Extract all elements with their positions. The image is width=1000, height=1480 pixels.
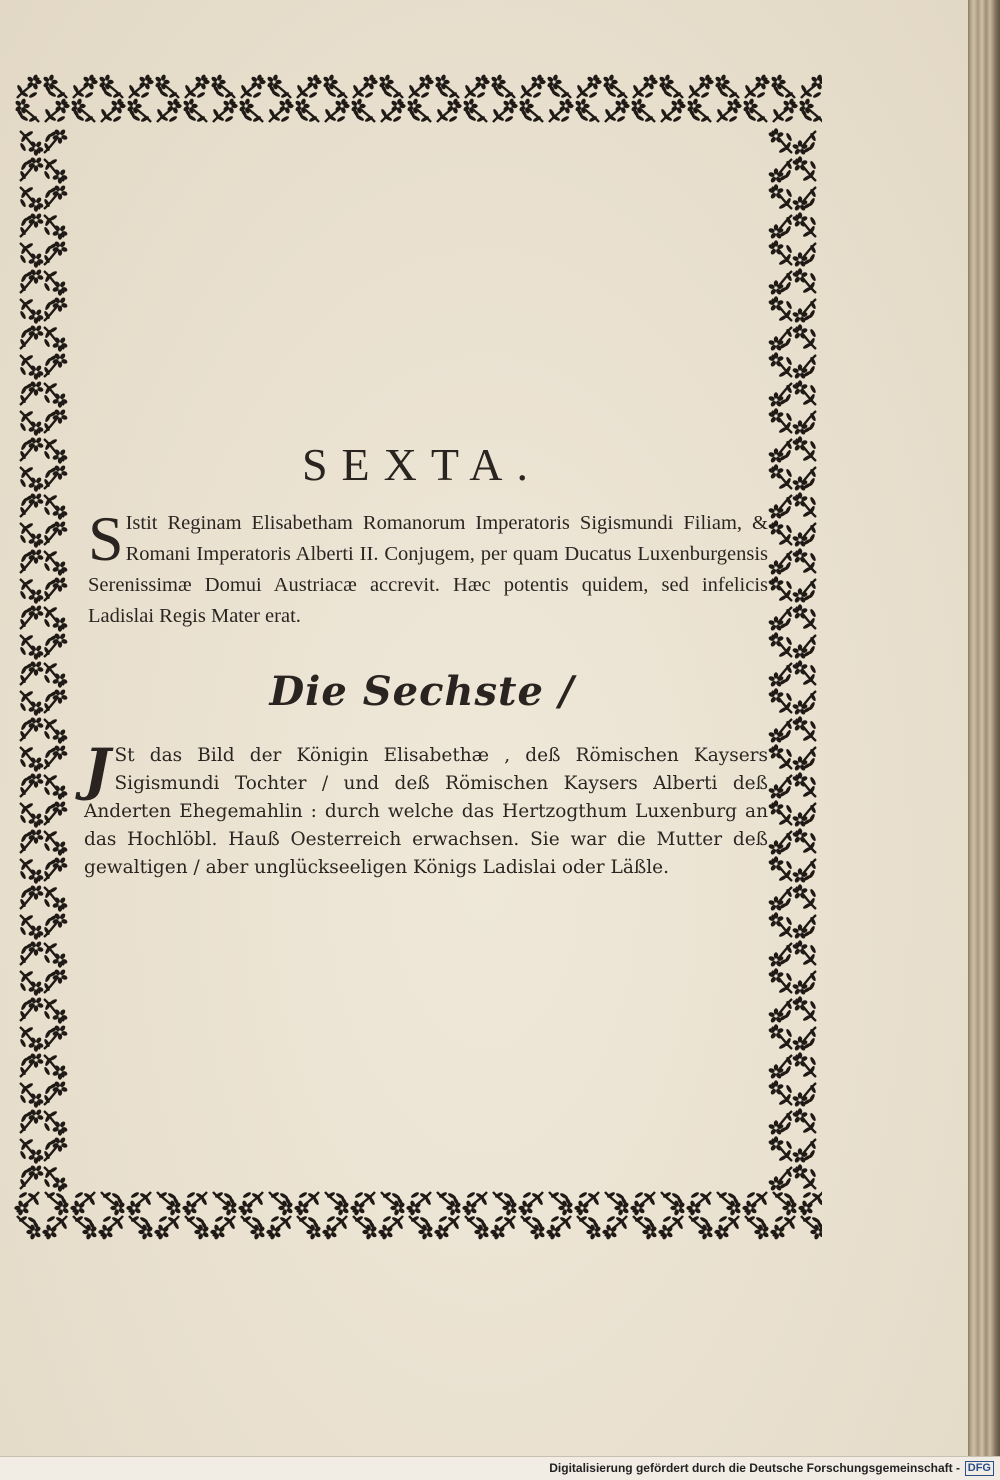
floral-motif: [43, 856, 68, 881]
floral-motif: [381, 1191, 406, 1216]
floral-motif: [792, 131, 817, 156]
floral-motif: [19, 996, 44, 1021]
floral-motif: [43, 830, 68, 856]
floral-motif: [770, 74, 795, 99]
floral-motif: [19, 634, 44, 660]
floral-motif: [658, 1215, 684, 1240]
floral-motif: [19, 130, 44, 156]
floral-motif: [792, 548, 817, 574]
floral-motif: [43, 382, 68, 408]
floral-motif: [294, 1191, 320, 1216]
floral-motif: [792, 467, 817, 492]
floral-motif: [19, 298, 44, 324]
floral-motif: [70, 1191, 96, 1216]
floral-motif: [768, 831, 793, 856]
floral-motif: [43, 942, 68, 968]
floral-motif: [43, 606, 68, 632]
floral-motif: [43, 158, 68, 184]
floral-motif: [604, 98, 630, 123]
floral-motif: [686, 1191, 712, 1216]
floral-motif: [792, 1083, 817, 1108]
floral-motif: [126, 98, 151, 123]
floral-motif: [42, 1215, 68, 1240]
floral-motif: [768, 327, 793, 352]
floral-motif: [792, 1139, 817, 1164]
floral-motif: [352, 74, 378, 99]
floral-motif: [43, 296, 68, 321]
floral-motif: [686, 98, 711, 123]
floral-motif: [792, 156, 817, 182]
floral-motif: [19, 1026, 44, 1052]
floral-motif: [768, 663, 793, 688]
floral-motif: [792, 716, 817, 742]
floral-motif: [768, 943, 793, 968]
floral-motif: [43, 886, 68, 912]
floral-motif: [792, 971, 817, 996]
floral-motif: [576, 74, 602, 99]
floral-motif: [43, 968, 68, 993]
floral-motif: [43, 214, 68, 240]
floral-motif: [210, 1215, 236, 1240]
floral-motif: [19, 492, 44, 517]
floral-motif: [19, 436, 44, 461]
floral-motif: [43, 1110, 68, 1136]
floral-motif: [19, 268, 44, 293]
floral-motif: [548, 98, 574, 123]
floral-motif: [45, 1191, 70, 1216]
floral-motif: [19, 828, 44, 853]
floral-motif: [43, 550, 68, 576]
floral-motif: [212, 98, 238, 123]
floral-motif: [768, 439, 793, 464]
floral-motif: [768, 1024, 793, 1050]
floral-motif: [792, 243, 817, 268]
floral-motif: [768, 800, 793, 826]
floral-motif: [185, 1215, 210, 1240]
floral-motif: [19, 1108, 44, 1133]
floral-motif: [462, 98, 487, 123]
floral-motif: [768, 1111, 793, 1136]
german-heading: Die Sechste /: [269, 668, 575, 715]
latin-dropcap: S: [88, 503, 124, 574]
floral-motif: [297, 1215, 322, 1240]
german-paragraph: [84, 737, 768, 882]
floral-motif: [182, 98, 207, 123]
floral-motif: [768, 383, 793, 408]
floral-motif: [19, 212, 44, 237]
floral-motif: [768, 240, 793, 266]
floral-motif: [792, 492, 817, 518]
floral-motif: [43, 632, 68, 657]
floral-motif: [768, 551, 793, 576]
floral-motif: [19, 1138, 44, 1164]
floral-motif: [19, 410, 44, 436]
floral-motif: [768, 775, 793, 800]
floral-motif: [661, 1191, 686, 1216]
floral-motif: [43, 326, 68, 352]
floral-motif: [768, 1055, 793, 1080]
floral-motif: [714, 1215, 740, 1240]
floral-motif: [182, 1191, 208, 1216]
floral-motif: [129, 1215, 154, 1240]
floral-motif: [792, 884, 817, 910]
book-page-edges: [968, 0, 1000, 1456]
floral-motif: [238, 1191, 264, 1216]
floral-motif: [792, 579, 817, 604]
floral-motif: [792, 268, 817, 294]
floral-motif: [792, 772, 817, 798]
floral-motif: [43, 1136, 68, 1161]
dfg-logo-icon: DFG: [965, 1461, 994, 1476]
floral-motif: [549, 1191, 574, 1216]
floral-motif: [768, 520, 793, 546]
floral-motif: [43, 1080, 68, 1105]
floral-motif: [43, 774, 68, 800]
floral-motif: [406, 98, 431, 123]
floral-motif: [43, 438, 68, 464]
floral-motif: [436, 98, 462, 123]
floral-motif: [19, 186, 44, 212]
floral-motif: [43, 998, 68, 1024]
floral-motif: [294, 98, 319, 123]
floral-motif: [772, 98, 798, 123]
floral-motif: [493, 1191, 518, 1216]
floral-motif: [43, 520, 68, 545]
floral-motif: [154, 1215, 180, 1240]
floral-motif: [43, 800, 68, 825]
floral-motif: [792, 212, 817, 238]
floral-motif: [768, 159, 793, 184]
floral-motif: [792, 940, 817, 966]
floral-motif: [798, 98, 822, 123]
floral-motif: [19, 578, 44, 604]
floral-motif: [43, 184, 68, 209]
footer-bar: [0, 1456, 1000, 1480]
floral-motif: [792, 859, 817, 884]
floral-motif: [792, 691, 817, 716]
floral-motif: [19, 858, 44, 884]
floral-motif: [43, 464, 68, 489]
floral-motif: [73, 1215, 98, 1240]
floral-motif: [768, 296, 793, 322]
floral-motif: [126, 1191, 152, 1216]
floral-motif: [238, 98, 263, 123]
floral-motif: [157, 1191, 182, 1216]
latin-paragraph-text: Istit Reginam Elisabetham Romanorum Imperatoris Sigismundi Filiam, & Romani Imperatoris Alberti II. Conjugem, per quam Ducatus Luxenburgensis Serenissimæ Domui Austriacæ accrevit. Hæc potentis quidem, sed infelicis Ladislai Regis Mater erat.: [88, 512, 768, 627]
floral-motif: [768, 887, 793, 912]
floral-motif: [792, 411, 817, 436]
floral-motif: [14, 1191, 40, 1216]
floral-motif: [19, 324, 44, 349]
floral-motif: [742, 98, 767, 123]
floral-motif: [800, 74, 822, 99]
floral-motif: [322, 74, 347, 99]
floral-motif: [518, 1191, 544, 1216]
floral-motif: [43, 270, 68, 296]
floral-motif: [520, 74, 546, 99]
floral-motif: [792, 604, 817, 630]
floral-motif: [546, 74, 571, 99]
floral-motif: [490, 1215, 516, 1240]
floral-motif: [325, 1191, 350, 1216]
floral-motif: [768, 1136, 793, 1162]
floral-motif: [546, 1215, 572, 1240]
floral-motif: [19, 746, 44, 772]
floral-motif: [768, 968, 793, 994]
floral-motif: [16, 74, 42, 99]
floral-motif: [43, 128, 68, 153]
floral-motif: [574, 1191, 600, 1216]
floral-motif: [632, 74, 658, 99]
floral-motif: [19, 772, 44, 797]
floral-motif: [465, 1215, 490, 1240]
floral-motif: [19, 970, 44, 996]
floral-motif: [101, 1191, 126, 1216]
floral-motif: [602, 1215, 628, 1240]
floral-motif: [744, 74, 770, 99]
floral-motif: [798, 1191, 822, 1216]
floral-motif: [768, 184, 793, 210]
floral-motif: [768, 271, 793, 296]
floral-motif: [605, 1191, 630, 1216]
floral-motif: [574, 98, 599, 123]
floral-motif: [768, 215, 793, 240]
floral-motif: [792, 355, 817, 380]
floral-motif: [70, 98, 95, 123]
floral-motif: [409, 1215, 434, 1240]
floral-motif: [19, 604, 44, 629]
floral-motif: [184, 74, 210, 99]
floral-motif: [19, 548, 44, 573]
floral-motif: [492, 98, 518, 123]
floral-motif: [792, 747, 817, 772]
floral-motif: [43, 662, 68, 688]
floral-motif: [100, 98, 126, 123]
floral-motif: [768, 408, 793, 434]
floral-motif: [98, 1215, 124, 1240]
floral-motif: [658, 74, 683, 99]
floral-motif: [19, 1164, 44, 1189]
german-paragraph-text: St das Bild der Königin Elisabethæ , deß Römischen Kaysers Sigismundi Tochter / und deß Römischen Kaysers Alberti deß Anderten Ehegemahlin : durch welche das Hertzogthum Luxenburg an das Hochlöbl. Hauß Oesterreich erwachsen. Sie war die Mutter deß gewaltigen / aber unglückseeligen Königs Ladislai oder Läßle.: [84, 745, 768, 878]
floral-motif: [19, 802, 44, 828]
floral-motif: [792, 299, 817, 324]
floral-motif: [19, 690, 44, 716]
floral-motif: [792, 324, 817, 350]
floral-motif: [14, 98, 39, 123]
floral-motif: [792, 436, 817, 462]
floral-motif: [717, 1191, 742, 1216]
floral-motif: [322, 1215, 348, 1240]
floral-motif: [156, 98, 182, 123]
floral-motif: [437, 1191, 462, 1216]
floral-motif: [716, 98, 742, 123]
floral-motif: [768, 688, 793, 714]
floral-motif: [768, 495, 793, 520]
floral-motif: [406, 1191, 432, 1216]
latin-paragraph: [88, 503, 768, 632]
floral-motif: [98, 74, 123, 99]
floral-motif: [378, 1215, 404, 1240]
floral-motif: [19, 660, 44, 685]
floral-motif: [350, 98, 375, 123]
floral-motif: [768, 999, 793, 1024]
floral-motif: [462, 1191, 488, 1216]
floral-motif: [19, 1052, 44, 1077]
floral-motif: [630, 1191, 656, 1216]
floral-motif: [43, 1166, 68, 1192]
floral-motif: [518, 98, 543, 123]
floral-motif: [464, 74, 490, 99]
floral-motif: [792, 635, 817, 660]
floral-motif: [43, 352, 68, 377]
floral-motif: [42, 74, 67, 99]
floral-motif: [19, 884, 44, 909]
floral-motif: [43, 744, 68, 769]
floral-motif: [633, 1215, 658, 1240]
latin-heading: SEXTA.: [301, 439, 543, 490]
floral-motif: [660, 98, 686, 123]
floral-motif: [768, 128, 793, 154]
floral-motif: [768, 632, 793, 658]
floral-motif: [266, 1215, 292, 1240]
floral-motif: [378, 74, 403, 99]
german-dropcap: J: [84, 737, 111, 803]
floral-motif: [43, 408, 68, 433]
floral-motif: [353, 1215, 378, 1240]
floral-motif: [269, 1191, 294, 1216]
floral-motif: [19, 156, 44, 181]
floral-motif: [43, 1024, 68, 1049]
floral-motif: [792, 523, 817, 548]
floral-motif: [43, 718, 68, 744]
floral-motif: [490, 74, 515, 99]
floral-motif: [792, 1108, 817, 1134]
floral-motif: [792, 187, 817, 212]
floral-motif: [43, 494, 68, 520]
floral-motif: [773, 1191, 798, 1216]
floral-motif: [434, 1215, 460, 1240]
floral-motif: [408, 74, 434, 99]
floral-motif: [745, 1215, 770, 1240]
floral-motif: [792, 660, 817, 686]
floral-motif: [770, 1215, 796, 1240]
floral-motif: [72, 74, 98, 99]
floral-motif: [19, 354, 44, 380]
floral-motif: [154, 74, 179, 99]
floral-motif: [521, 1215, 546, 1240]
floral-motif: [577, 1215, 602, 1240]
floral-motif: [792, 1164, 817, 1190]
floral-motif: [350, 1191, 376, 1216]
floral-motif: [742, 1191, 768, 1216]
floral-motif: [19, 522, 44, 548]
floral-motif: [768, 607, 793, 632]
floral-motif: [602, 74, 627, 99]
floral-motif: [266, 74, 291, 99]
floral-motif: [380, 98, 406, 123]
floral-motif: [241, 1215, 266, 1240]
floral-motif: [768, 856, 793, 882]
floral-motif: [19, 466, 44, 492]
floral-motif: [43, 240, 68, 265]
floral-motif: [792, 828, 817, 854]
floral-motif: [44, 98, 70, 123]
floral-motif: [768, 1167, 793, 1192]
floral-motif: [792, 803, 817, 828]
floral-motif: [801, 1215, 822, 1240]
floral-motif: [43, 912, 68, 937]
floral-motif: [240, 74, 266, 99]
floral-motif: [43, 688, 68, 713]
floral-motif: [128, 74, 154, 99]
floral-motif: [792, 1027, 817, 1052]
floral-motif: [714, 74, 739, 99]
floral-motif: [768, 352, 793, 378]
floral-motif: [688, 74, 714, 99]
floral-motif: [630, 98, 655, 123]
floral-motif: [792, 915, 817, 940]
footer-credit: Digitalisierung gefördert durch die Deutsche Forschungsgemeinschaft -: [549, 1461, 960, 1475]
floral-motif: [792, 380, 817, 406]
floral-motif: [768, 744, 793, 770]
floral-motif: [210, 74, 235, 99]
floral-motif: [768, 576, 793, 602]
floral-motif: [213, 1191, 238, 1216]
floral-motif: [689, 1215, 714, 1240]
floral-motif: [43, 1054, 68, 1080]
floral-motif: [768, 719, 793, 744]
floral-motif: [19, 242, 44, 268]
page-content: [82, 130, 768, 1180]
floral-motif: [19, 380, 44, 405]
floral-motif: [768, 464, 793, 490]
floral-motif: [792, 996, 817, 1022]
floral-motif: [17, 1215, 42, 1240]
floral-motif: [19, 1082, 44, 1108]
floral-motif: [324, 98, 350, 123]
floral-motif: [268, 98, 294, 123]
floral-motif: [296, 74, 322, 99]
floral-motif: [19, 940, 44, 965]
floral-motif: [19, 914, 44, 940]
floral-motif: [43, 576, 68, 601]
floral-motif: [792, 1052, 817, 1078]
floral-motif: [19, 716, 44, 741]
floral-motif: [768, 1080, 793, 1106]
floral-motif: [434, 74, 459, 99]
floral-motif: [768, 912, 793, 938]
